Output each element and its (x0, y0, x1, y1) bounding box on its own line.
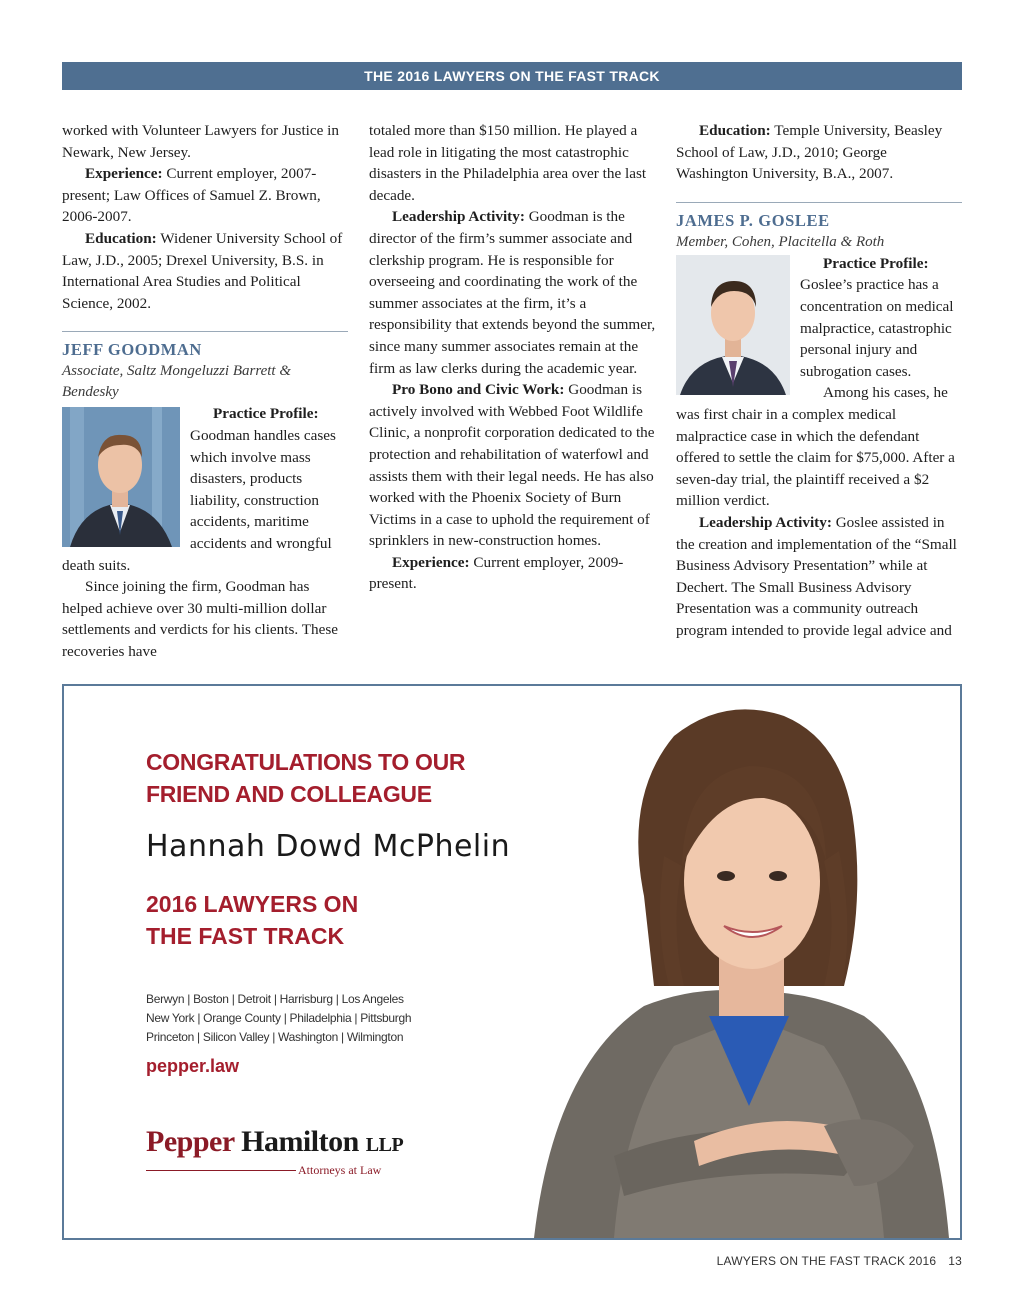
ad-headline-line: CONGRATULATIONS TO OUR (146, 749, 466, 775)
ad-subheadline-line: 2016 LAWYERS ON (146, 891, 359, 917)
logo-llp: LLP (365, 1134, 404, 1156)
leadership-text: Goslee assisted in the creation and implementation of the “Small Business Advisory Presentation” while at Dechert. The Small Business Advisory Presentation was a community outreach program intended to provide legal advice and (676, 513, 957, 639)
ad-headline (146, 746, 546, 810)
experience-text: Current employer, 2009-present. (369, 553, 624, 593)
paragraph: totaled more than $150 million. He played a lead role in litigating the most catastrophic disasters in the Philadelphia area over the last decade. (369, 122, 647, 204)
profile-photo (676, 255, 790, 395)
leadership-label: Leadership Activity: (699, 513, 832, 531)
column-2 (369, 120, 659, 595)
section-banner: THE 2016 LAWYERS ON THE FAST TRACK (62, 62, 962, 90)
profile-title: Associate, Saltz Mongeluzzi Barrett & Bendesky (62, 363, 292, 401)
education-text: Temple University, Beasley School of Law, J.D., 2010; George Washington University, B.A., 2007. (676, 122, 943, 183)
ad-office-line: Berwyn | Boston | Detroit | Harrisburg | Los Angeles (146, 992, 404, 1006)
ad-office-line: New York | Orange County | Philadelphia | Pittsburgh (146, 1011, 412, 1025)
logo-wordmark (146, 1125, 404, 1161)
advertisement (62, 684, 962, 1240)
experience-paragraph (62, 163, 348, 228)
leadership-paragraph (369, 206, 659, 379)
profile-name: JEFF GOODMAN (62, 340, 202, 360)
ad-office-list (146, 990, 446, 1047)
logo-pepper: Pepper (146, 1125, 235, 1158)
column-3 (676, 120, 962, 641)
ad-subheadline (146, 888, 446, 952)
leadership-text: Goodman is the director of the firm’s summer associate and clerkship program. He is responsible for overseeing and coordinating the work of the summer associates at the firm, it’s a responsibility that extends beyond the summer, since many summer associates remain at the firm as law clerks during the academic year. (369, 208, 656, 377)
paragraph: Among his cases, he was first chair in a complex medical malpractice case in which the defendant offered to settle the claim for $75,000. After a seven-day trial, the plaintiff received a $2 million verdict. (676, 384, 955, 510)
page-footer (717, 1254, 962, 1268)
experience-label: Experience: (85, 165, 163, 183)
education-text: Widener University School of Law, J.D., 2005; Drexel University, B.S. in International Area Studies and Political Science, 2002. (62, 229, 343, 312)
education-label: Education: (699, 122, 771, 139)
experience-text: Current employer, 2007-present; Law Offices of Samuel Z. Brown, 2006-2007. (62, 165, 321, 226)
ad-website-link[interactable]: pepper.law (146, 1056, 240, 1076)
ad-subheadline-line: THE FAST TRACK (146, 923, 345, 949)
probono-label: Pro Bono and Civic Work: (392, 381, 565, 399)
ad-headline-line: FRIEND AND COLLEAGUE (146, 781, 432, 807)
practice-text: Goodman handles cases which involve mass disasters, products liability, construction accidents, maritime accidents and wrongful death suits. (62, 426, 336, 574)
ad-portrait-photo (494, 686, 960, 1238)
logo-hamilton: Hamilton (241, 1125, 359, 1158)
education-paragraph (62, 228, 348, 314)
leadership-paragraph (676, 512, 962, 642)
practice-label: Practice Profile: (213, 405, 319, 423)
probono-paragraph (369, 379, 659, 552)
practice-label: Practice Profile: (823, 254, 929, 272)
profile-name: JAMES P. GOSLEE (676, 210, 830, 230)
paragraph: Since joining the firm, Goodman has helped achieve over 30 multi-million dollar settlements and verdicts for his clients. These recoveries have (62, 578, 338, 660)
footer-text: LAWYERS ON THE FAST TRACK 2016 (716, 1254, 937, 1268)
probono-text: Goodman is actively involved with Webbed Foot Wildlife Clinic, a nonprofit corporation dedicated to the protection and rehabilitation of waterfowl and assists them with their legal needs. He has also worked with the Phoenix Society of Burn Victims in a case to uphold the requirement of sprinklers in new-construction homes. (369, 381, 655, 550)
divider (62, 331, 348, 332)
leadership-label: Leadership Activity: (392, 208, 525, 226)
divider (676, 202, 962, 203)
education-label: Education: (85, 229, 157, 247)
ad-person-name: Hannah Dowd McPhelin (146, 829, 511, 864)
profile-photo (62, 407, 180, 547)
logo-rule (146, 1170, 296, 1171)
firm-logo (146, 1125, 404, 1178)
logo-tagline: Attorneys at Law (298, 1163, 382, 1177)
ad-office-line: Princeton | Silicon Valley | Washington | Wilmington (146, 1030, 404, 1044)
column-1 (62, 120, 348, 662)
paragraph: worked with Volunteer Lawyers for Justice in Newark, New Jersey. (62, 122, 339, 161)
practice-text: Goslee’s practice has a concentration on medical malpractice, catastrophic personal injury and subrogation cases. (800, 276, 954, 380)
experience-paragraph (369, 552, 659, 595)
page-number: 13 (948, 1254, 962, 1268)
experience-label: Experience: (392, 553, 470, 571)
logo-tagline-row (146, 1163, 396, 1178)
profile-title: Member, Cohen, Placitella & Roth (676, 233, 885, 250)
education-paragraph (676, 120, 962, 185)
